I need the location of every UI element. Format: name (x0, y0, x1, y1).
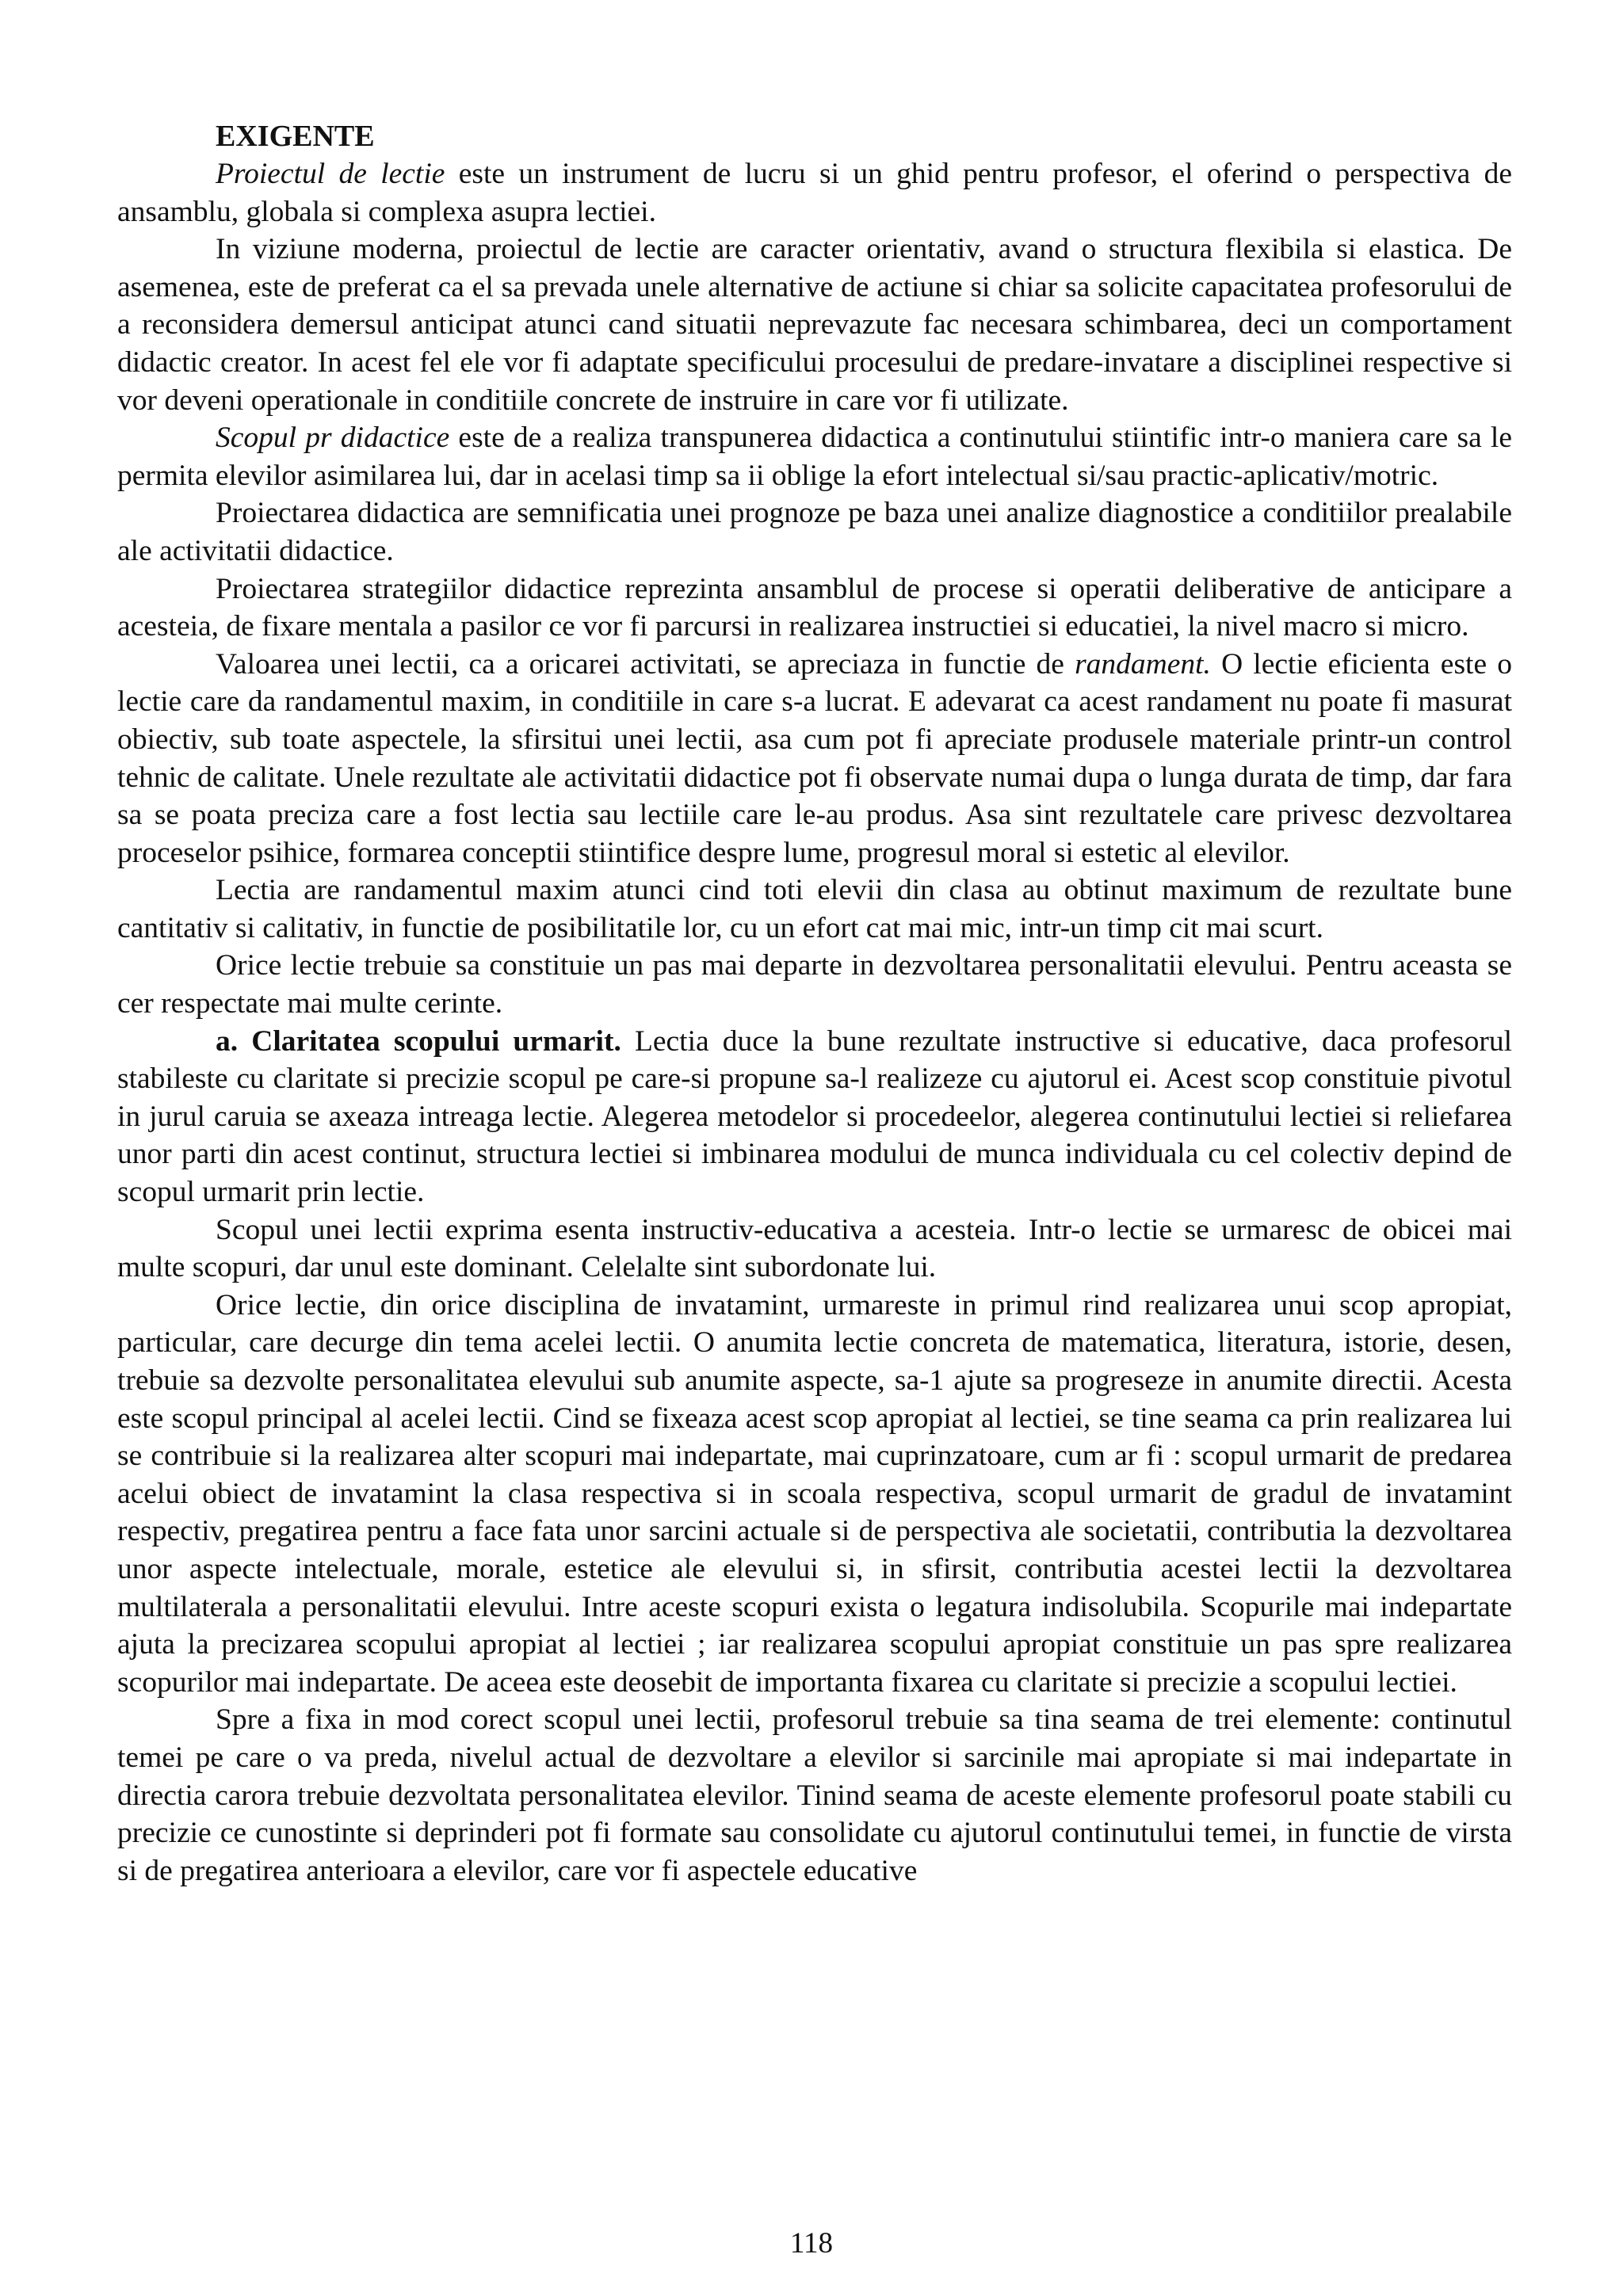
paragraph-6-pre: Valoarea unei lectii, ca a oricarei activitati, se apreciaza in functie de (216, 647, 1075, 681)
paragraph-3-text: este de a realiza transpunerea didactica a continutului stiintific intr-o maniera care sa le permita elevilor asimilarea lui, dar in acelasi timp sa ii oblige la efort intelectual si/sau practic-aplicativ/motric. (117, 421, 1512, 492)
paragraph-2: In viziune moderna, proiectul de lectie are caracter orientativ, avand o structura flexibila si elastica. De asemenea, este de preferat ca el sa prevada unele alternative de actiune si chiar sa solicite capacitatea profesorului de a reconsidera demersul anticipat atunci cand situatii neprevazute fac necesara schimbarea, deci un comportament didactic creator. In acest fel ele vor fi adaptate specificului procesului de predare-invatare a disciplinei respective si vor deveni operationale in conditiile concrete de instruire in care vor fi utilizate. (117, 233, 1512, 417)
paragraph-1-lead: Proiectul de lectie (216, 158, 445, 190)
paragraph-7: Lectia are randamentul maxim atunci cind toti elevii din clasa au obtinut maximum de rezultate bune cantitativ si calitativ, in functie de posibilitatile lor, cu un efort cat mai mic, intr-un timp cit mai scurt. (117, 874, 1512, 944)
paragraph-6-text: O lectie eficienta este o lectie care da randamentul maxim, in conditiile in care s-a lucrat. E adevarat ca acest randament nu poate fi masurat obiectiv, sub toate aspectele, la sfirsitui unei lectii, asa cum pot fi apreciate produsele materiale printr-un control tehnic de calitate. Unele rezultate ale activitatii didactice pot fi observate numai dupa o lunga durata de timp, dar fara sa se poata preciza care a fost lectia sau lectiile care le-au produs. Asa sint rezultatele care privesc dezvoltarea proceselor psihice, formarea conceptii stiintifice despre lume, progresul moral si estetic al elevilor. (117, 647, 1512, 869)
paragraph-6-emphasis: randament. (1075, 647, 1211, 681)
paragraph-3-lead: Scopul pr didactice (216, 421, 450, 455)
section-heading: EXIGENTE (216, 120, 375, 153)
paragraph-5: Proiectarea strategiilor didactice reprezinta ansamblul de procese si operatii deliberative de anticipare a acesteia, de fixare mentala a pasilor ce vor fi parcursi in realizarea instructiei si educatiei, la nivel macro si micro. (117, 572, 1512, 643)
paragraph-10: Scopul unei lectii exprima esenta instructiv-educativa a acesteia. Intr-o lectie se urmaresc de obicei mai multe scopuri, dar unul este dominant. Celelalte sint subordonate lui. (117, 1213, 1512, 1284)
paragraph-11: Orice lectie, din orice disciplina de invatamint, urmareste in primul rind realizarea unui scop apropiat, particular, care decurge din tema acelei lectii. O anumita lectie concreta de matematica, literatura, istorie, desen, trebuie sa dezvolte personalitatea elevului sub anumite aspecte, sa-1 ajute sa progreseze in anumite directii. Acesta este scopul principal al acelei lectii. Cind se fixeaza acest scop apropiat al lectiei, se tine seama ca prin realizarea lui se contribuie si la realizarea alter scopuri mai indepartate, mai cuprinzatoare, cum ar fi : scopul urmarit de predarea acelui obiect de invatamint la clasa respectiva si in scoala respectiva, scopul urmarit de gradul de invatamint respectiv, pregatirea pentru a face fata unor sarcini actuale si de perspectiva ale societatii, contributia la dezvoltarea unor aspecte intelectuale, morale, estetice ale elevului si, in sfirsit, contributia acestei lectii la dezvoltarea multilaterala a personalitatii elevului. Intre aceste scopuri exista o legatura indisolubila. Scopurile mai indepartate ajuta la precizarea scopului apropiat al lectiei ; iar realizarea scopului apropiat constituie un pas spre realizarea scopurilor mai indepartate. De aceea este deosebit de importanta fixarea cu claritate si precizie a scopului lectiei. (117, 1288, 1512, 1699)
page-body (117, 117, 1512, 1890)
paragraph-8: Orice lectie trebuie sa constituie un pas mai departe in dezvoltarea personalitatii elevului. Pentru aceasta se cer respectate mai multe cerinte. (117, 949, 1512, 1020)
paragraph-3 (117, 419, 1512, 494)
paragraph-1 (117, 155, 1512, 231)
paragraph-9-text: Lectia duce la bune rezultate instructive si educative, daca profesorul stabileste cu claritate si precizie scopul pe care-si propune sa-l realizeze cu ajutorul ei. Acest scop constituie pivotul in jurul caruia se axeaza intreaga lectie. Alegerea metodelor si procedeelor, alegerea continutului lectiei si reliefarea unor parti din acest continut, structura lectiei si imbinarea modului de munca individuala cu cel colectiv depind de scopul urmarit prin lectie. (117, 1024, 1512, 1209)
paragraph-4: Proiectarea didactica are semnificatia unei prognoze pe baza unei analize diagnostice a conditiilor prealabile ale activitatii didactice. (117, 497, 1512, 567)
paragraph-9-bold-lead: a. Claritatea scopului urmarit. (216, 1024, 621, 1058)
paragraph-9 (117, 1023, 1512, 1211)
page-number: 118 (789, 2227, 834, 2260)
paragraph-12: Spre a fixa in mod corect scopul unei lectii, profesorul trebuie sa tina seama de trei elemente: continutul temei pe care o va preda, nivelul actual de dezvoltare a elevilor si sarcinile mai apropiate si mai indepartate in directia carora trebuie dezvoltata personalitatea elevilor. Tinind seama de aceste elemente profesorul poate stabili cu precizie ce cunostinte si deprinderi pot fi formate sau consolidate cu ajutorul continutului temei, in functie de virsta si de pregatirea anterioara a elevilor, care vor fi aspectele educative (117, 1703, 1512, 1887)
paragraph-1-text: este un instrument de lucru si un ghid pentru profesor, el oferind o perspectiva de ansamblu, globala si complexa asupra lectiei. (117, 158, 1512, 228)
paragraph-6 (117, 646, 1512, 872)
